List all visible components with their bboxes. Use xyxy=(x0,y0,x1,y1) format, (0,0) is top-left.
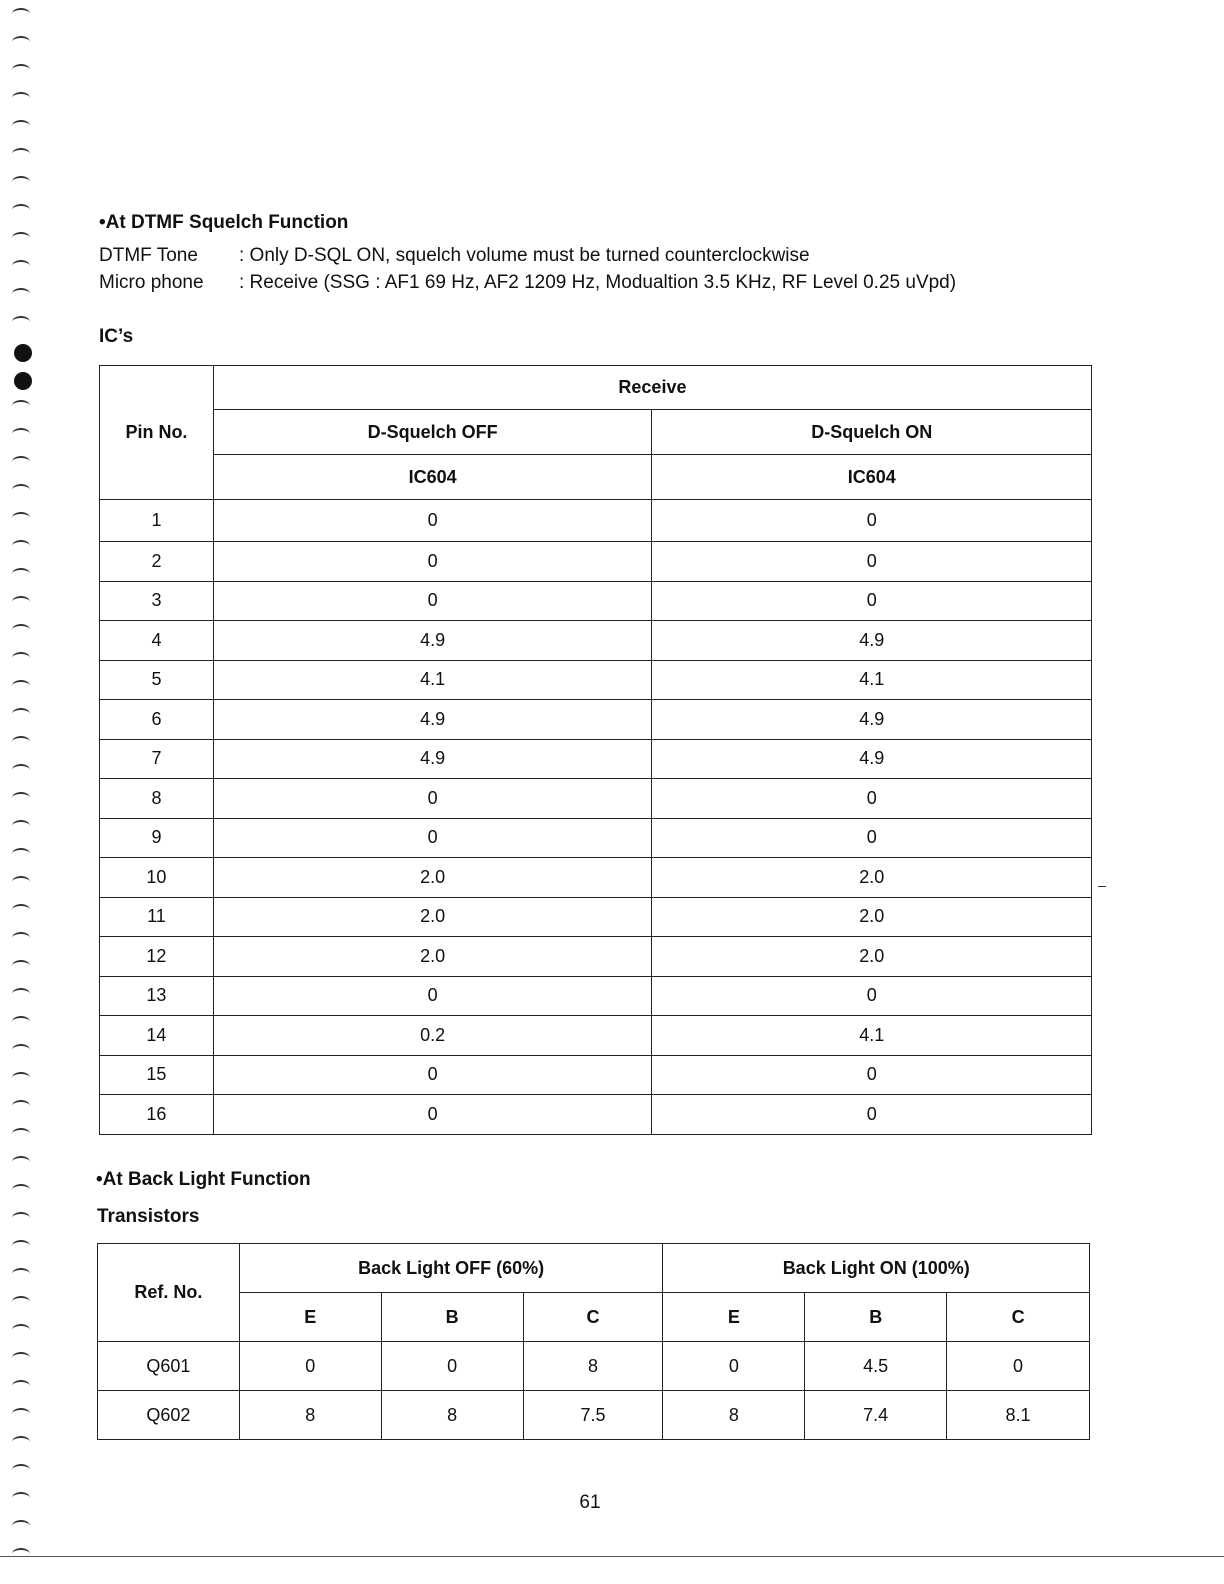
d-squelch-on-cell: 2.0 xyxy=(652,937,1092,977)
binder-ring-icon xyxy=(12,512,30,524)
binder-ring-icon xyxy=(12,1156,30,1168)
table-row xyxy=(98,1391,1090,1440)
d-squelch-on-cell: 0 xyxy=(652,542,1092,582)
d-squelch-on-cell: 4.9 xyxy=(652,700,1092,740)
table-row xyxy=(100,621,1092,661)
binder-ring-icon xyxy=(12,820,30,832)
pin-cell: 10 xyxy=(100,858,214,898)
binder-ring-icon xyxy=(12,36,30,48)
d-squelch-off-cell: 0 xyxy=(213,818,652,858)
page-number: 61 xyxy=(579,1492,601,1513)
d-squelch-off-cell: 4.9 xyxy=(213,739,652,779)
table-row xyxy=(100,976,1092,1016)
binder-ring-icon xyxy=(12,148,30,160)
voltage-cell: 0 xyxy=(239,1342,381,1391)
binder-ring-icon xyxy=(12,1352,30,1364)
voltage-cell: 7.5 xyxy=(523,1391,663,1440)
pin-cell: 15 xyxy=(100,1055,214,1095)
transistor-voltage-table xyxy=(97,1243,1090,1440)
pin-cell: 9 xyxy=(100,818,214,858)
d-squelch-off-cell: 0 xyxy=(213,500,652,542)
table-row xyxy=(100,779,1092,819)
sub-column-header: E xyxy=(663,1293,805,1342)
binder-ring-icon xyxy=(12,988,30,1000)
binder-ring-icon xyxy=(12,1072,30,1084)
pin-cell: 14 xyxy=(100,1016,214,1056)
pin-cell: 6 xyxy=(100,700,214,740)
pin-cell: 8 xyxy=(100,779,214,819)
transistors-subheading: Transistors xyxy=(97,1206,200,1227)
condition-micro-phone xyxy=(99,272,956,294)
d-squelch-on-cell: 0 xyxy=(652,581,1092,621)
table-row xyxy=(98,1342,1090,1391)
sub-column-header: B xyxy=(805,1293,947,1342)
binder-ring-icon xyxy=(12,204,30,216)
binder-ring-icon xyxy=(12,1128,30,1140)
d-squelch-on-cell: 4.1 xyxy=(652,660,1092,700)
table-row xyxy=(100,739,1092,779)
pin-cell: 12 xyxy=(100,937,214,977)
ref-no-cell: Q601 xyxy=(98,1342,240,1391)
d-squelch-off-cell: 2.0 xyxy=(213,897,652,937)
table-row xyxy=(100,937,1092,977)
binder-ring-icon xyxy=(12,1184,30,1196)
d-squelch-off-cell: 4.9 xyxy=(213,700,652,740)
pin-cell: 5 xyxy=(100,660,214,700)
d-squelch-on-cell: 2.0 xyxy=(652,897,1092,937)
voltage-cell: 8 xyxy=(381,1391,523,1440)
binder-ring-icon xyxy=(12,904,30,916)
binder-ring-icon xyxy=(12,64,30,76)
ref-no-header: Ref. No. xyxy=(98,1244,240,1342)
binder-hole-icon xyxy=(14,344,32,362)
voltage-cell: 0 xyxy=(663,1342,805,1391)
pin-cell: 2 xyxy=(100,542,214,582)
condition-value: : Only D-SQL ON, squelch volume must be turned counterclockwise xyxy=(239,245,810,266)
binder-ring-icon xyxy=(12,8,30,20)
d-squelch-off-cell: 4.9 xyxy=(213,621,652,661)
binder-ring-icon xyxy=(12,176,30,188)
condition-dtmf-tone xyxy=(99,245,810,267)
d-squelch-off-cell: 0 xyxy=(213,542,652,582)
binder-ring-icon xyxy=(12,1240,30,1252)
condition-key: DTMF Tone xyxy=(99,245,198,266)
d-squelch-on-cell: 0 xyxy=(652,818,1092,858)
voltage-cell: 8 xyxy=(663,1391,805,1440)
voltage-cell: 8 xyxy=(239,1391,381,1440)
binder-ring-icon xyxy=(12,400,30,412)
condition-value: : Receive (SSG : AF1 69 Hz, AF2 1209 Hz, Modualtion 3.5 KHz, RF Level 0.25 uVpd) xyxy=(239,272,957,293)
d-squelch-on-cell: 4.9 xyxy=(652,739,1092,779)
back-light-on-header: Back Light ON (100%) xyxy=(663,1244,1090,1293)
d-squelch-on-cell: 0 xyxy=(652,976,1092,1016)
binder-ring-icon xyxy=(12,1212,30,1224)
d-squelch-off-cell: 0 xyxy=(213,1055,652,1095)
receive-header: Receive xyxy=(213,366,1091,410)
binder-ring-icon xyxy=(12,652,30,664)
table-row xyxy=(100,1055,1092,1095)
d-squelch-off-cell: 0 xyxy=(213,976,652,1016)
table-row xyxy=(100,1095,1092,1135)
dtmf-section-heading: •At DTMF Squelch Function xyxy=(99,212,349,233)
table-row xyxy=(100,1016,1092,1056)
back-light-off-header: Back Light OFF (60%) xyxy=(239,1244,663,1293)
binder-ring-icon xyxy=(12,876,30,888)
binder-ring-icon xyxy=(12,736,30,748)
binder-ring-icon xyxy=(12,316,30,328)
pin-cell: 7 xyxy=(100,739,214,779)
d-squelch-on-cell: 4.1 xyxy=(652,1016,1092,1056)
binder-ring-icon xyxy=(12,708,30,720)
d-squelch-off-cell: 0 xyxy=(213,1095,652,1135)
table-row xyxy=(100,897,1092,937)
binder-ring-icon xyxy=(12,1380,30,1392)
d-squelch-on-header: D-Squelch ON xyxy=(652,410,1092,455)
d-squelch-off-cell: 2.0 xyxy=(213,858,652,898)
binder-ring-icon xyxy=(12,1408,30,1420)
ic-voltage-table xyxy=(99,365,1092,1135)
binder-ring-icon xyxy=(12,1436,30,1448)
table-row xyxy=(100,858,1092,898)
binder-ring-icon xyxy=(12,848,30,860)
ref-no-cell: Q602 xyxy=(98,1391,240,1440)
binder-ring-icon xyxy=(12,1044,30,1056)
d-squelch-on-cell: 0 xyxy=(652,1055,1092,1095)
binder-ring-icon xyxy=(12,1296,30,1308)
binder-ring-icon xyxy=(12,596,30,608)
table-row xyxy=(100,700,1092,740)
sub-column-header: C xyxy=(947,1293,1090,1342)
d-squelch-off-cell: 0 xyxy=(213,581,652,621)
binder-ring-icon xyxy=(12,960,30,972)
voltage-cell: 8.1 xyxy=(947,1391,1090,1440)
d-squelch-on-cell: 0 xyxy=(652,1095,1092,1135)
binder-ring-icon xyxy=(12,1548,30,1560)
sub-column-header: B xyxy=(381,1293,523,1342)
binder-ring-icon xyxy=(12,288,30,300)
table-row xyxy=(100,660,1092,700)
binder-ring-icon xyxy=(12,92,30,104)
pin-cell: 11 xyxy=(100,897,214,937)
binder-ring-icon xyxy=(12,764,30,776)
binder-ring-icon xyxy=(12,540,30,552)
binder-ring-icon xyxy=(12,120,30,132)
binder-hole-icon xyxy=(14,372,32,390)
binder-ring-icon xyxy=(12,1268,30,1280)
binder-ring-icon xyxy=(12,1016,30,1028)
pin-cell: 1 xyxy=(100,500,214,542)
binder-ring-icon xyxy=(12,232,30,244)
backlight-section-heading: •At Back Light Function xyxy=(96,1169,311,1190)
voltage-cell: 0 xyxy=(947,1342,1090,1391)
voltage-cell: 4.5 xyxy=(805,1342,947,1391)
binder-ring-icon xyxy=(12,428,30,440)
d-squelch-off-cell: 2.0 xyxy=(213,937,652,977)
pin-cell: 4 xyxy=(100,621,214,661)
table-row xyxy=(100,500,1092,542)
binder-ring-icon xyxy=(12,260,30,272)
binder-ring-icon xyxy=(12,568,30,580)
binder-ring-icon xyxy=(12,1464,30,1476)
d-squelch-off-cell: 0.2 xyxy=(213,1016,652,1056)
condition-key: Micro phone xyxy=(99,272,204,293)
binder-ring-icon xyxy=(12,792,30,804)
pin-cell: 16 xyxy=(100,1095,214,1135)
bottom-rule xyxy=(0,1556,1224,1557)
d-squelch-on-cell: 2.0 xyxy=(652,858,1092,898)
voltage-cell: 8 xyxy=(523,1342,663,1391)
binder-ring-icon xyxy=(12,680,30,692)
d-squelch-off-cell: 4.1 xyxy=(213,660,652,700)
binder-ring-icon xyxy=(12,1520,30,1532)
d-squelch-off-cell: 0 xyxy=(213,779,652,819)
d-squelch-on-cell: 4.9 xyxy=(652,621,1092,661)
binder-hole-marks xyxy=(6,0,36,1584)
pin-cell: 13 xyxy=(100,976,214,1016)
ics-subheading: IC’s xyxy=(99,326,134,347)
ic-off-header: IC604 xyxy=(213,455,652,500)
d-squelch-on-cell: 0 xyxy=(652,779,1092,819)
binder-ring-icon xyxy=(12,624,30,636)
voltage-cell: 0 xyxy=(381,1342,523,1391)
voltage-cell: 7.4 xyxy=(805,1391,947,1440)
binder-ring-icon xyxy=(12,1100,30,1112)
table-row xyxy=(100,818,1092,858)
binder-ring-icon xyxy=(12,484,30,496)
d-squelch-on-cell: 0 xyxy=(652,500,1092,542)
ic-on-header: IC604 xyxy=(652,455,1092,500)
d-squelch-off-header: D-Squelch OFF xyxy=(213,410,652,455)
margin-tick xyxy=(1098,886,1106,887)
table-row xyxy=(100,581,1092,621)
binder-ring-icon xyxy=(12,456,30,468)
pin-cell: 3 xyxy=(100,581,214,621)
pin-no-header: Pin No. xyxy=(100,366,214,500)
sub-column-header: C xyxy=(523,1293,663,1342)
binder-ring-icon xyxy=(12,1324,30,1336)
binder-ring-icon xyxy=(12,932,30,944)
table-row xyxy=(100,542,1092,582)
sub-column-header: E xyxy=(239,1293,381,1342)
